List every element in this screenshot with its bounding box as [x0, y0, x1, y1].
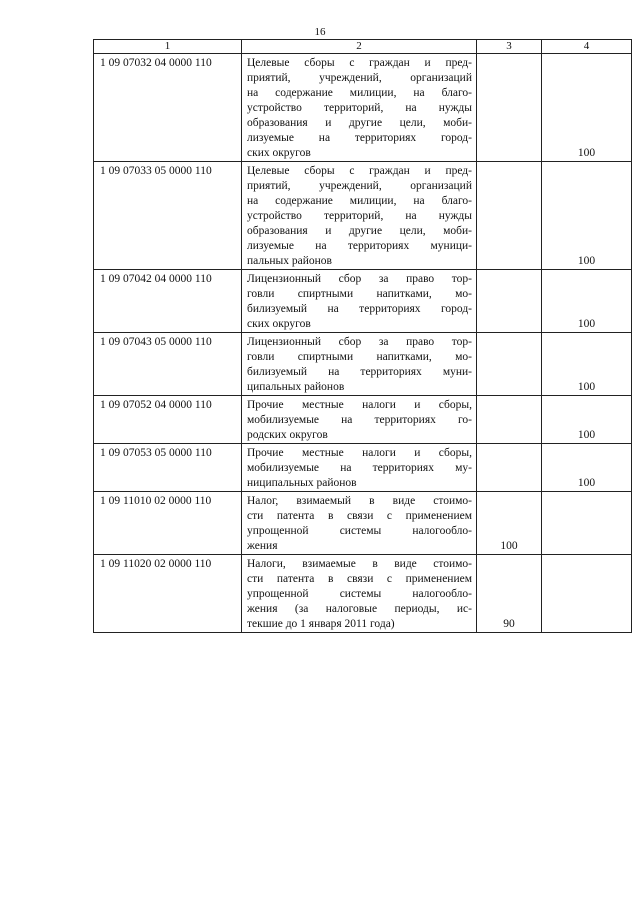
revenue-description [242, 270, 477, 333]
description-line: сти патента в связи с применением [247, 510, 472, 522]
description-line: образования и другие цели, моби- [247, 117, 472, 129]
description-line: на содержание милиции, на благо- [247, 87, 472, 99]
revenue-description [242, 333, 477, 396]
revenue-table [93, 39, 632, 633]
normative-col-4: 100 [542, 162, 632, 270]
normative-col-3 [477, 333, 542, 396]
page-number: 16 [314, 26, 326, 38]
header-col-3: 3 [477, 40, 542, 54]
table-row [94, 162, 632, 270]
normative-col-3 [477, 54, 542, 162]
classification-code: 1 09 07032 04 0000 110 [94, 54, 242, 162]
revenue-description [242, 555, 477, 633]
description-line: ских округов [247, 147, 311, 159]
normative-col-4 [542, 492, 632, 555]
normative-col-3 [477, 444, 542, 492]
description-line: говли спиртными напитками, мо- [247, 288, 472, 300]
description-line: Прочие местные налоги и сборы, [247, 447, 472, 459]
normative-col-4: 100 [542, 396, 632, 444]
table-row [94, 270, 632, 333]
table-row [94, 444, 632, 492]
header-col-2: 2 [242, 40, 477, 54]
normative-col-4: 100 [542, 333, 632, 396]
revenue-description [242, 396, 477, 444]
normative-col-3: 100 [477, 492, 542, 555]
description-line: Целевые сборы с граждан и пред- [247, 165, 472, 177]
description-line: на содержание милиции, на благо- [247, 195, 472, 207]
description-line: Прочие местные налоги и сборы, [247, 399, 472, 411]
description-line: мобилизуемые на территориях му- [247, 462, 472, 474]
description-line: ских округов [247, 318, 311, 330]
normative-col-3: 90 [477, 555, 542, 633]
header-col-4: 4 [542, 40, 632, 54]
header-col-1: 1 [94, 40, 242, 54]
classification-code: 1 09 07043 05 0000 110 [94, 333, 242, 396]
normative-col-3 [477, 270, 542, 333]
normative-col-3 [477, 162, 542, 270]
description-line: Лицензионный сбор за право тор- [247, 273, 472, 285]
classification-code: 1 09 11020 02 0000 110 [94, 555, 242, 633]
normative-col-4: 100 [542, 270, 632, 333]
description-line: образования и другие цели, моби- [247, 225, 472, 237]
description-line: билизуемый на территориях город- [247, 303, 472, 315]
description-line: текшие до 1 января 2011 года) [247, 618, 395, 630]
description-line: билизуемый на территориях муни- [247, 366, 472, 378]
normative-col-4 [542, 555, 632, 633]
revenue-description [242, 444, 477, 492]
description-line: приятий, учреждений, организаций [247, 180, 472, 192]
description-line: приятий, учреждений, организаций [247, 72, 472, 84]
revenue-description [242, 162, 477, 270]
description-line: Налог, взимаемый в виде стоимо- [247, 495, 472, 507]
table-row [94, 492, 632, 555]
revenue-description [242, 492, 477, 555]
description-line: мобилизуемые на территориях го- [247, 414, 472, 426]
description-line: устройство территорий, на нужды [247, 210, 472, 222]
table-row [94, 333, 632, 396]
revenue-description [242, 54, 477, 162]
description-line: лизуемые на территориях город- [247, 132, 472, 144]
description-line: упрощенной системы налогообло- [247, 588, 472, 600]
description-line: сти патента в связи с применением [247, 573, 472, 585]
table-row [94, 54, 632, 162]
description-line: устройство территорий, на нужды [247, 102, 472, 114]
description-line: ципальных районов [247, 381, 345, 393]
classification-code: 1 09 07042 04 0000 110 [94, 270, 242, 333]
classification-code: 1 09 11010 02 0000 110 [94, 492, 242, 555]
classification-code: 1 09 07052 04 0000 110 [94, 396, 242, 444]
description-line: жения [247, 540, 278, 552]
description-line: жения (за налоговые периоды, ис- [247, 603, 472, 615]
description-line: Целевые сборы с граждан и пред- [247, 57, 472, 69]
normative-col-3 [477, 396, 542, 444]
table-header-row [94, 40, 632, 54]
description-line: пальных районов [247, 255, 332, 267]
classification-code: 1 09 07053 05 0000 110 [94, 444, 242, 492]
description-line: лизуемые на территориях муници- [247, 240, 472, 252]
normative-col-4: 100 [542, 54, 632, 162]
table-row [94, 396, 632, 444]
classification-code: 1 09 07033 05 0000 110 [94, 162, 242, 270]
normative-col-4: 100 [542, 444, 632, 492]
table-row [94, 555, 632, 633]
description-line: родских округов [247, 429, 328, 441]
description-line: говли спиртными напитками, мо- [247, 351, 472, 363]
description-line: ниципальных районов [247, 477, 357, 489]
description-line: Налоги, взимаемые в виде стоимо- [247, 558, 472, 570]
description-line: упрощенной системы налогообло- [247, 525, 472, 537]
description-line: Лицензионный сбор за право тор- [247, 336, 472, 348]
